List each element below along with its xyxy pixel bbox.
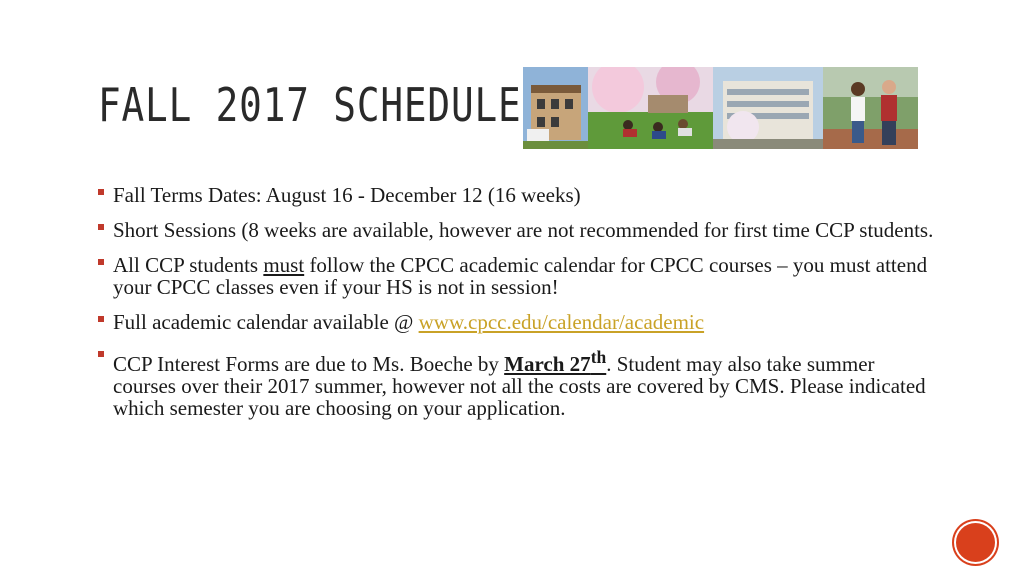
due-date-text: March 27 bbox=[504, 352, 591, 376]
bullet-text-end: . Student may also take summer courses over their 2017 summer, however not all the costs are covered by CMS. Please indicated which semester you are choosing on your application. bbox=[113, 352, 926, 420]
due-date bbox=[504, 347, 607, 376]
bullet-text-start: CCP Interest Forms are due to Ms. Boeche by bbox=[113, 352, 505, 376]
bullet-text: Short Sessions (8 weeks are available, however are not recommended for first time CCP students. bbox=[113, 218, 934, 242]
campus-building-photo bbox=[523, 67, 588, 149]
slide-number-badge bbox=[956, 523, 995, 562]
students-walking-photo bbox=[823, 67, 918, 149]
bullet-text-start: All CCP students bbox=[113, 253, 264, 277]
slide-title: FALL 2017 SCHEDULE bbox=[98, 78, 522, 132]
due-date-suffix: th bbox=[590, 347, 607, 367]
bullet-marker bbox=[98, 189, 104, 195]
bullet-short-sessions bbox=[98, 219, 938, 241]
bullet-text-end: follow the CPCC academic calendar for CPCC courses – you must attend your CPCC classes even if your HS is not in session! bbox=[113, 253, 928, 299]
bullet-marker bbox=[98, 316, 104, 322]
bullet-marker bbox=[98, 224, 104, 230]
bullet-marker bbox=[98, 351, 104, 357]
bullet-text: Fall Terms Dates: August 16 - December 12 (16 weeks) bbox=[113, 183, 581, 207]
emphasis-must: must bbox=[263, 253, 305, 277]
bullet-text-start: Full academic calendar available @ bbox=[113, 310, 419, 334]
bullet-academic-calendar-rule bbox=[98, 254, 938, 298]
students-on-lawn-photo bbox=[588, 67, 713, 149]
bullet-fall-term-dates bbox=[98, 184, 938, 206]
campus-photo-collage bbox=[523, 67, 918, 149]
campus-modern-building-photo bbox=[713, 67, 823, 149]
bullet-full-calendar bbox=[98, 311, 938, 333]
bullet-marker bbox=[98, 259, 104, 265]
bullet-list bbox=[98, 184, 938, 432]
calendar-link[interactable]: www.cpcc.edu/calendar/academic bbox=[418, 310, 705, 334]
bullet-interest-forms bbox=[98, 346, 938, 419]
